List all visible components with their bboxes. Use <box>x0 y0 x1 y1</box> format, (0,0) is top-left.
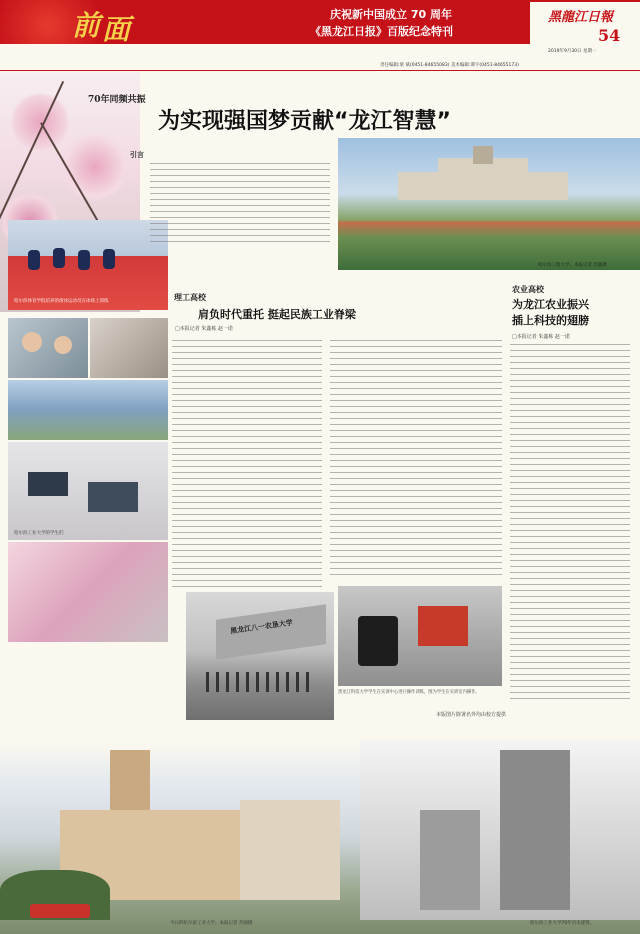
date: 2019年9月30日 星期一 <box>548 49 597 54</box>
aerial-campus-photo <box>8 380 168 440</box>
caption-campus-top: 哈尔滨工程大学。本报记者 苏强摄 <box>538 263 607 268</box>
campus-photo-top <box>338 138 640 270</box>
editors-credit: 责任编辑:梁 斌(0451-84655083) 美术编辑:谭宇(0451-84655173) <box>380 63 519 68</box>
caption-bottom-right: 哈尔滨工业大学70年历史建筑。 <box>530 921 595 926</box>
workshop-photo <box>338 586 502 686</box>
classroom-photo <box>8 442 168 540</box>
section-char-1: 前 <box>72 9 101 42</box>
main-headline: 为实现强国梦贡献“龙江智慧” <box>158 109 451 134</box>
agri-text <box>510 344 630 704</box>
caption-workshop: 黑龙江科技大学学生在实训中心进行操作训练，图为学生在实训室内操作。 <box>338 690 480 695</box>
science-text-col1 <box>172 340 322 590</box>
student-photo-2 <box>90 318 168 378</box>
newspaper-logo: 黑龍江日報 <box>548 10 614 25</box>
caption-bottom-left: 今日的哈尔滨工业大学。本报记者 苏强摄 <box>170 921 253 926</box>
agri-label: 农业高校 <box>512 285 544 294</box>
historic-photo <box>186 592 334 722</box>
caption-skating: 哈尔滨体育学院培养的滑冰运动员在冰场上训练 <box>14 299 109 304</box>
header-title-line2: 《黑龙江日报》百版纪念特刊 <box>310 25 453 38</box>
lead-label: 引言 <box>130 151 144 159</box>
header-rule <box>0 70 640 71</box>
historic-sign-text: 黑龙江八一农垦大学 <box>229 618 294 636</box>
caption-students: 哈尔滨工业大学的学生们 <box>14 531 64 536</box>
agri-headline-2: 插上科技的翅膀 <box>512 314 589 327</box>
page-number: 54 <box>598 26 621 45</box>
bottom-panorama-photo <box>0 720 640 934</box>
science-headline: 肩负时代重托 挺起民族工业脊梁 <box>198 308 356 321</box>
header-title-line1: 庆祝新中国成立 70 周年 <box>330 8 452 21</box>
blossom-photo-2 <box>8 542 168 642</box>
section-char-2: 面 <box>102 13 131 46</box>
agri-headline-1: 为龙江农业振兴 <box>512 298 589 311</box>
science-text-col2 <box>330 340 502 580</box>
footer-note: 本版图片除署名外均由校方提供 <box>436 712 507 718</box>
science-label: 理工高校 <box>174 293 206 302</box>
lead-text <box>150 163 330 243</box>
skating-photo <box>8 220 168 310</box>
student-photo-1 <box>8 318 88 378</box>
section-title <box>72 0 192 44</box>
science-byline: □本报记者 朱鑫栋 赵一诺 <box>175 326 233 332</box>
agri-byline: □本报记者 朱鑫栋 赵一诺 <box>512 334 570 340</box>
kicker: 70年同频共振 <box>88 95 146 105</box>
